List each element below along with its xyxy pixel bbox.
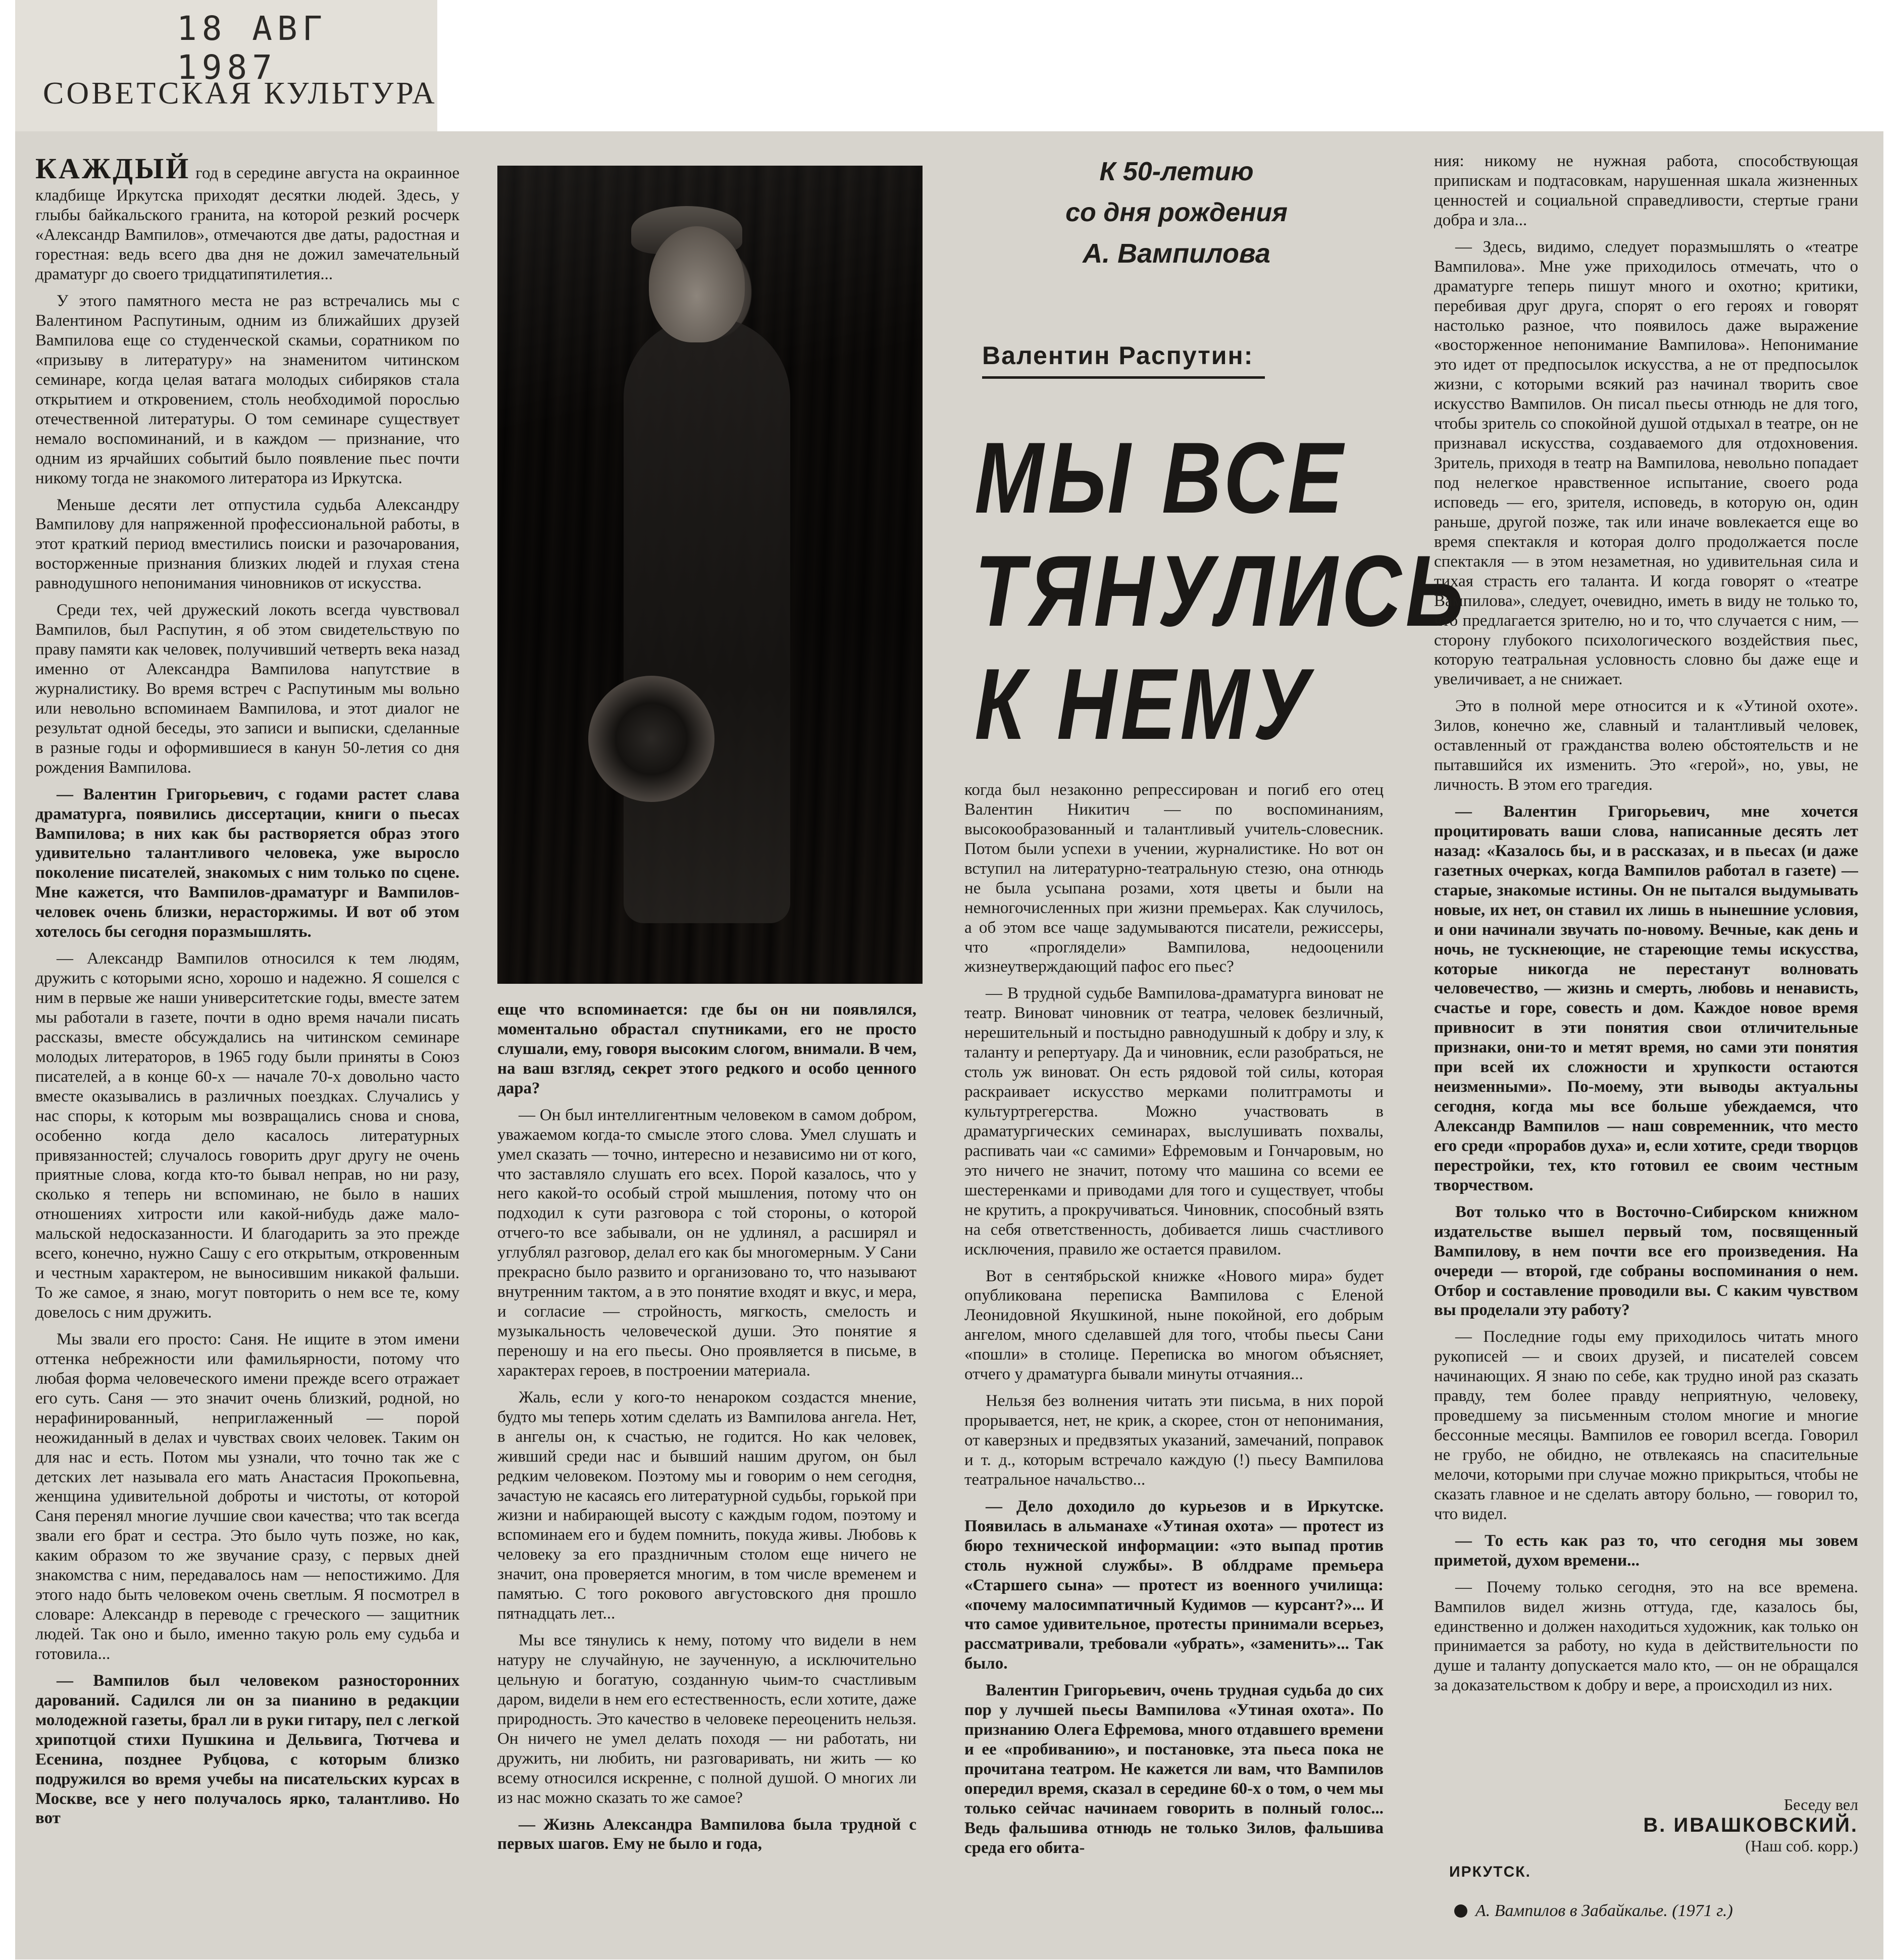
vampilov-photo — [497, 166, 923, 984]
signoff-line-1: Беседу вел — [1783, 1795, 1858, 1814]
newspaper-masthead: СОВЕТСКАЯ КУЛЬТУРА — [43, 76, 437, 111]
paragraph: когда был незаконно репрессирован и погиб его отец Валентин Никитич — по воспоминаниям, высокообразованный и талантливый учитель-словесник. Потом были успехи в учении, журналистике. Но вот он вступил на литературно-театральную стезю, она отнюдь не была усыпана розами, хотя цветы и были на немногочисленных при жизни премьерах. Как случилось, а об этом все чаще задумываются писатели, режиссеры, что «проглядели» Вампилова, недооценили жизнеутверждающий пафос его пьес? — [964, 781, 1384, 976]
paragraph: Нельзя без волнения читать эти письма, в них порой прорывается, нет, не крик, а скорее, стон от непонимания, от каверзных и предвзятых указаний, замечаний, поправок и т. д., которым встречало каждую (!) пьесу Вампилова театральное начальство... — [964, 1392, 1384, 1489]
title-line-3: К НЕМУ — [975, 648, 1314, 761]
dateline-city: ИРКУТСК. — [1449, 1864, 1531, 1880]
question: еще что вспоминается: где бы он ни появлялся, моментально обрастал спутниками, его не просто слушали, ему, говоря высоким слогом, внимали. В чем, на ваш взгляд, секрет этого редкого и особо ценного дара? — [497, 1000, 916, 1097]
paragraph: Мы звали его просто: Саня. Не ищите в этом имени оттенка небрежности или фамильярности, потому что любая форма человеческого имени прежде всего отражает его суть. Саня — это значит очень близкий, родной, но нерафинированный, неприглаженный — порой неожиданный в делах и чувствах своих человек. Таким он для нас и есть. Потом мы узнали, что точно так же с детских лет называла его мать Анастасия Прокопьевна, женщина удивительной доброты и чистоты, от которой Саня перенял многие лучшие свои качества; что так всегда звали его брат и сестра. Это было чуть позже, но как, каким образом то же звучание сразу, с первых дней знакомства с ним, передавалось нам — непостижимо. Для этого надо быть человеком очень светлым. Я посмотрел в словаре: Александр в переводе с греческого — защитник людей. Так оно и было, именно такую роль ему судьба и готовила... — [35, 1330, 459, 1663]
question: Вот только что в Восточно-Сибирском книжном издательстве вышел первый том, посвященный Вампилову, в нем почти все его произведения. На очереди — второй, где собраны воспоминания о нем. Отбор и составление проводили вы. С каким чувством вы проделали эту работу? — [1434, 1202, 1858, 1320]
masthead-clipping — [15, 0, 437, 131]
paragraph: — Здесь, видимо, следует поразмышлять о «театре Вампилова». Мне уже приходилось отмечать, что о драматурге теперь пишут много и охотно; критики, перебивая друг друга, спорят о его героях и говорят настолько разное, что появилось даже выражение «восторженное непонимание Вампилова». Непонимание это идет от предпосылок искусства, а не от предпосылок жизни, с которыми всякий раз начинал творить свое искусство Вампилов. Он писал пьесы отнюдь не для того, чтобы зритель со спокойной душой отдыхал в театре, он не признавал искусства, создаваемого для отдохновения. Зритель, приходя в театр на Вампилова, невольно попадает под нелегкое нравственное испытание, своего рода исповедь — его, зрителя, исповедь, в которую он, один раньше, другой позже, так или иначе вовлекается еще во время спектакля и которая долго продолжается после спектакля — в этом незаметная, но удивительная сила и тихая страсть его таланта. И когда говорят о «театре Вампилова», следует, очевидно, иметь в виду не только то, что предлагается зрителю, но и то, что случается с ним, — сторону глубокого психологического воздействия пьес, которую театральная условность словно бы даже еще и увеличивает, а не снижает. — [1434, 237, 1858, 689]
column-2 — [497, 1000, 916, 1889]
anniversary-heading — [985, 152, 1368, 275]
column-3 — [964, 780, 1384, 1876]
column-4 — [1434, 152, 1858, 1793]
question: — Вампилов был человеком разносторонних дарований. Садился ли он за пианино в редакции молодежной газеты, брал ли в руки гитару, пел с легкой хрипотцой стихи Пушкина и Дельвига, Тютчева и Есенина, позднее Рубцова, с которым близко подружился во время учебы на писательских курсах в Москве, все у него получалось ярко, талантливо. Но вот — [35, 1671, 459, 1828]
photo-head — [649, 226, 745, 342]
question: — Валентин Григорьевич, с годами растет слава драматурга, появились диссертации, книги о пьесах Вампилова; в них как бы растворяется образ этого удивительно талантливого человека, уже выросло поколение писателей, знакомых с ним только по сцене. Мне кажется, что Вампилов-драматург и Вампилов-человек очень близки, нерасторжимы. И вот об этом хотелось бы сегодня поразмышлять. — [35, 785, 459, 941]
title-line-2: ТЯНУЛИСЬ — [975, 535, 1468, 647]
date-stamp: 18 АВГ 1987 — [177, 9, 328, 87]
paragraph: ния: никому не нужная работа, способствующая припискам и подтасовкам, нарушенная шкала жизненных ценностей и социальной справедливости, стертые грани добра и зла... — [1434, 152, 1858, 229]
lead-paragraph: КАЖДЫЙ год в середине августа на окраинное кладбище Иркутска приходят десятки людей. Здесь, у глыбы байкальского гранита, на которой резкий росчерк «Александр Вампилов», отмечаются две даты, радостная и горестная: ведь всего два дня не дожил замечательный драматург до своего тридцатипятилетия... — [35, 152, 459, 284]
byline-rule — [982, 376, 1265, 379]
paragraph: Меньше десяти лет отпустила судьба Александру Вампилову для напряженной профессиональной работы, в этот краткий период вместились поиски и разочарования, восторженные признания близких людей и глухая стена равнодушного непонимания чиновников от искусства. — [35, 495, 459, 593]
paragraph: — Александр Вампилов относился к тем людям, дружить с которыми ясно, хорошо и надежно. Я сошелся с ним в первые же наши университетские годы, вместе затем мы работали в газете, почти в одно время начали писать рассказы, вместе обсуждались на читинском семинаре молодых литераторов, в 1965 году были приняты в Союз писателей, а в конце 60-х — начале 70-х довольно часто вместе оказывались в различных поездках. Случались у нас споры, к которым мы возвращались снова и снова, особенно когда дело касалось литературных привязанностей; случалось говорить друг другу не очень приятные слова, когда кто-то бывал неправ, но ни разу, сколько я теперь ни вспоминаю, не было в наших отношениях хитрости или какой-нибудь даже мало-мальской недосказанности. И благодарить за это прежде всего, конечно, нужно Сашу с его открытым, откровенным и честным характером, не выносившим никакой фальши. То же самое, я знаю, могут повторить о нем все те, кому довелось с ним дружить. — [35, 949, 459, 1322]
paragraph: Мы все тянулись к нему, потому что видели в нем натуру не случайную, не заученную, а исключительно цельную и богатую, созданную чьим-то счастливым даром, видели в нем его естественность, если хотите, даже природность. Это качество в человеке переоценить нельзя. Он ничего не умел делать походя — ни работать, ни дружить, ни любить, ни разговаривать, ни жить — ко всему относился искренне, с полной душой. О многих ли из нас можно сказать то же самое? — [497, 1631, 916, 1807]
paragraph: Вот в сентябрьской книжке «Нового мира» будет опубликована переписка Вампилова с Еленой Леонидовной Якушкиной, ныне покойной, его добрым ангелом, много сделавшей для того, чтобы пьесы Сани «пошли» в столице. Переписка во многом объясняет, отчего у драматурга бывали минуты отчаяния... — [964, 1267, 1384, 1384]
anniversary-line-2: со дня рождения — [1065, 197, 1288, 227]
author-byline: Валентин Распутин: — [982, 341, 1254, 370]
anniversary-line-1: К 50-летию — [1099, 157, 1254, 186]
drop-cap: КАЖДЫЙ — [35, 152, 191, 185]
paragraph: Это в полной мере относится и к «Утиной охоте». Зилов, конечно же, славный и талантливый человек, оставленный от гражданства волею обстоятельств и не пытавшийся их изменить. Это «герой», но, увы, не личность. В этом его трагедия. — [1434, 697, 1858, 794]
photo-figure — [624, 317, 790, 923]
bullet-icon — [1454, 1904, 1467, 1918]
interviewer-signoff — [1434, 1795, 1858, 1855]
question: — Жизнь Александра Вампилова была трудной с первых шагов. Ему не было и года, — [497, 1815, 916, 1853]
paragraph: — Почему только сегодня, это на все времена. Вампилов видел жизнь оттуда, где, казалось бы, единственно и должен находиться художник, как только он принимается за работу, но куда в действительности по душе и таланту допускается мало кто, — он не обращался за доказательством к добру и вере, а происходил из них. — [1434, 1578, 1858, 1695]
question: Валентин Григорьевич, очень трудная судьба до сих пор у лучшей пьесы Вампилова «Утиная охота». По признанию Олега Ефремова, много отдавшего времени и ее «пробиванию», и постановке, эта пьеса пока не прочитана театром. Не кажется ли вам, что Вампилов опередил время, сказал в середине 60-х о том, о чем мы только сейчас начинаем говорить в полный голос... Ведь фальшива отнюдь не только Зилов, фальшива среда его обита- — [964, 1681, 1384, 1857]
paragraph: У этого памятного места не раз встречались мы с Валентином Распутиным, одним из ближайших друзей Вампилова еще со студенческой скамьи, соратником по «призыву в литературу» на знаменитом читинском семинаре, когда целая ватага молодых сибиряков стала открытием и откровением, столь необходимой порослью отечественной литературы. О том семинаре существует немало воспоминаний, и в каждом — признание, что одним из ярчайших событий было появление пьес почти никому тогда не знакомого литератора из Иркутска. — [35, 292, 459, 487]
paragraph: — Последние годы ему приходилось читать много рукописей — и своих друзей, и писателей совсем начинающих. Я знаю по себе, как трудно иной раз сказать правду, тем более правду неприятную, человеку, проведшему за письменным столом многие и многие бессонные месяцы. Вампилов ее говорил всегда. Говорил не грубо, не обидно, не отвлекаясь на спасительные мелочи, которыми при случае можно прикрыться, чтобы не сказать главное и не сделать автору больно, — говорил то, что видел. — [1434, 1328, 1858, 1523]
paragraph: Среди тех, чей дружеский локоть всегда чувствовал Вампилов, был Распутин, я об этом свидетельствую по праву памяти как человек, получивший четверть века назад именно от Александра Вампилова напутствие в журналистику. Во время встреч с Распутиным мы вольно или невольно вспоминаем Вампилова, и этот диалог не результат одной беседы, это записи и выписки, сделанные в разные годы и оформившиеся в канун 50-летия со дня рождения Вампилова. — [35, 601, 459, 777]
photo-caption: А. Вампилов в Забайкалье. (1971 г.) — [1454, 1901, 1858, 1921]
article-title — [975, 422, 1468, 761]
photo-reel — [588, 676, 714, 802]
title-line-1: МЫ ВСЕ — [975, 422, 1347, 534]
signoff-line-2: (Наш соб. корр.) — [1745, 1837, 1858, 1855]
paragraph: — В трудной судьбе Вампилова-драматурга виноват не театр. Виноват чиновник от театра, человек безличный, нерешительный и постыдно равнодушный к добру и злу, к таланту и репертуару. Да и чиновник, если разобраться, не столь уж виноват. Он есть рядовой той силы, которая раскраивает искусство мерками политграмоты и культуртрегерства. Можно участвовать в драматургических семинарах, выслушивать похвалы, распивать чаи «с самими» Ефремовым и Гончаровым, но это ничего не значит, потому что машина со всеми ее шестеренками и приводами для того и существует, чтобы не крутить, а прокручиваться. Чиновник, способный взять на себя ответственность, добивается лишь счастливого исключения, правило же остается правилом. — [964, 984, 1384, 1259]
paragraph: — Он был интеллигентным человеком в самом добром, уважаемом когда-то смысле этого слова. Умел слушать и умел сказать — точно, интересно и независимо ни от кого, что заставляло слушать его всех. Порой казалось, что у него какой-то особый строй мышления, потому что он подходил к сути разговора с той стороны, о которой отчего-то все забывали, он не удлинял, а расширял и углублял разговор, делал его как бы многомерным. У Сани прекрасно было развито и организовано то, что называют внутренним тактом, а в это понятие входят и вкус, и мера, и согласие — стройность, мягкость, смелость и музыкальность человеческой души. Это понятие я переношу и на его пьесы. Оно проявляется в письме, в характерах героев, в построении материала. — [497, 1105, 916, 1380]
interviewer-name: В. ИВАШКОВСКИЙ. — [1643, 1814, 1858, 1836]
question: — Дело доходило до курьезов и в Иркутске. Появилась в альманахе «Утиная охота» — протест из бюро технической информации: «это выпад против столь нужной службы». В облдраме премьера «Старшего сына» — протест из военного училища: «почему малосимпатичный Кудимов — курсант?»... И что самое удивительное, протесты принимали всерьез, рассматривали, требовали «убрать», «заменить»... Так было. — [964, 1497, 1384, 1673]
question: — Валентин Григорьевич, мне хочется процитировать ваши слова, написанные десять лет назад: «Казалось бы, и в рассказах, и в пьесах (и даже газетных очерках, когда Вампилов работал в газете) — старые, знакомые истины. Он не пытался выдумывать новые, их нет, он ставил их лишь в нынешние условия, и они начинали звучать по-новому. Вечные, как день и ночь, не тускнеющие, не стареющие темы искусства, которые никогда не перестанут волновать человечество, — жизнь и смерть, любовь и ненависть, счастье и горе, совесть и дом. Каждое новое время привносит в эти понятия свои отличительные признаки, они-то и метят время, но сами эти понятия при всей их сложности и хрупкости остаются неизменными». По-моему, эти выводы актуальны сегодня, когда мы все больше убеждаемся, что Александр Вампилов — наш современник, что место его среди «прорабов духа» и, если хотите, среди творцов перестройки, тех, кто готовил ее своим честным творчеством. — [1434, 802, 1858, 1194]
column-1 — [35, 152, 459, 1889]
anniversary-line-3: А. Вампилова — [1083, 238, 1270, 269]
paragraph: Жаль, если у кого-то ненароком создастся мнение, будто мы теперь хотим сделать из Вампилова ангела. Нет, в ангелы он, к счастью, не годится. Но как человек, живший среди нас и бывший нашим другом, он был редким человеком. Поэтому мы и говорим о нем сегодня, зачастую не касаясь его литературной судьбы, горькой при жизни и набирающей высоту с каждым годом, поэтому и вспоминаем его и будем помнить, покуда живы. Любовь к человеку за его праздничным столом еще ничего не значит, она проверяется многим, в том числе временем и памятью. С того рокового августовского дня прошло пятнадцать лет... — [497, 1388, 916, 1623]
question: — То есть как раз то, что сегодня мы зовем приметой, духом времени... — [1434, 1531, 1858, 1570]
